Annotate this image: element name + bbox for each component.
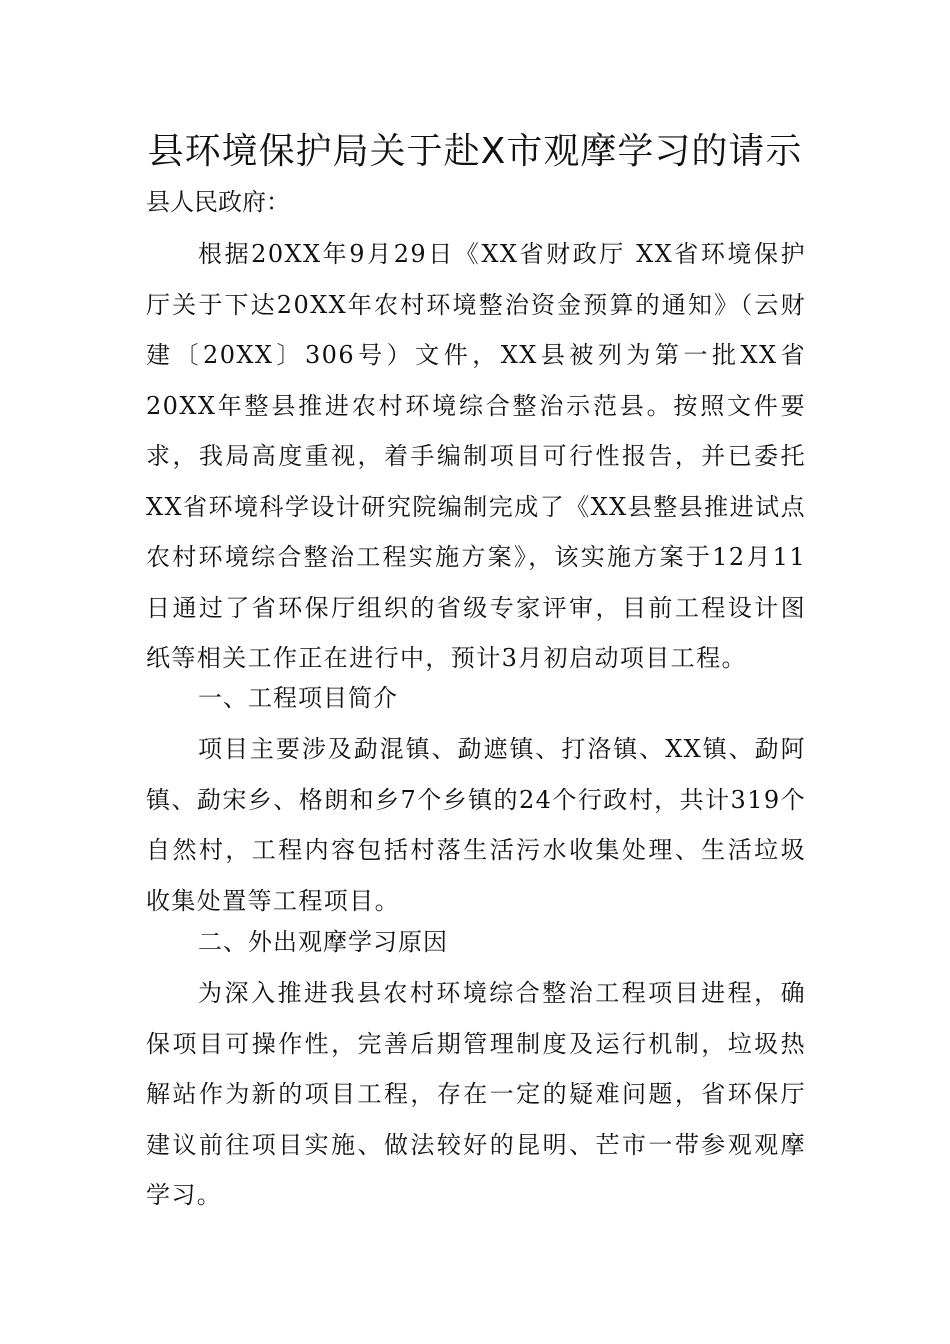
section-heading-project-intro: 一、工程项目简介 — [198, 684, 398, 712]
paragraph-study-reason: 为深入推进我县农村环境综合整治工程项目进程，确保项目可操作性，完善后期管理制度及运行机制，垃圾热解站作为新的项目工程，存在一定的疑难问题，省环保厅建议前往项目实施、做法较好的昆明、芒市一带参观观摩学习。 — [146, 979, 806, 1209]
section-heading-study-reason: 二、外出观摩学习原因 — [198, 928, 448, 956]
paragraph-project-intro: 项目主要涉及勐混镇、勐遮镇、打洛镇、XX镇、勐阿镇、勐宋乡、格朗和乡7个乡镇的24个行政村，共计319个自然村，工程内容包括村落生活污水收集处理、生活垃圾收集处置等工程项目。 — [146, 735, 806, 915]
salutation: 县人民政府： — [146, 188, 290, 216]
document-title: 县环境保护局关于赴X市观摩学习的请示 — [147, 131, 803, 172]
paragraph-background: 根据20XX年9月29日《XX省财政厅 XX省环境保护厅关于下达20XX年农村环境整治资金预算的通知》（云财建〔20XX〕306号）文件，XX县被列为第一批XX省20XX年整县推进农村环境综合整治示范县。按照文件要求，我局高度重视，着手编制项目可行性报告，并已委托XX省环境科学设计研究院编制完成了《XX县整县推进试点农村环境综合整治工程实施方案》，该实施方案于12月11日通过了省环保厅组织的省级专家评审，目前工程设计图纸等相关工作正在进行中，预计3月初启动项目工程。 — [146, 240, 806, 672]
